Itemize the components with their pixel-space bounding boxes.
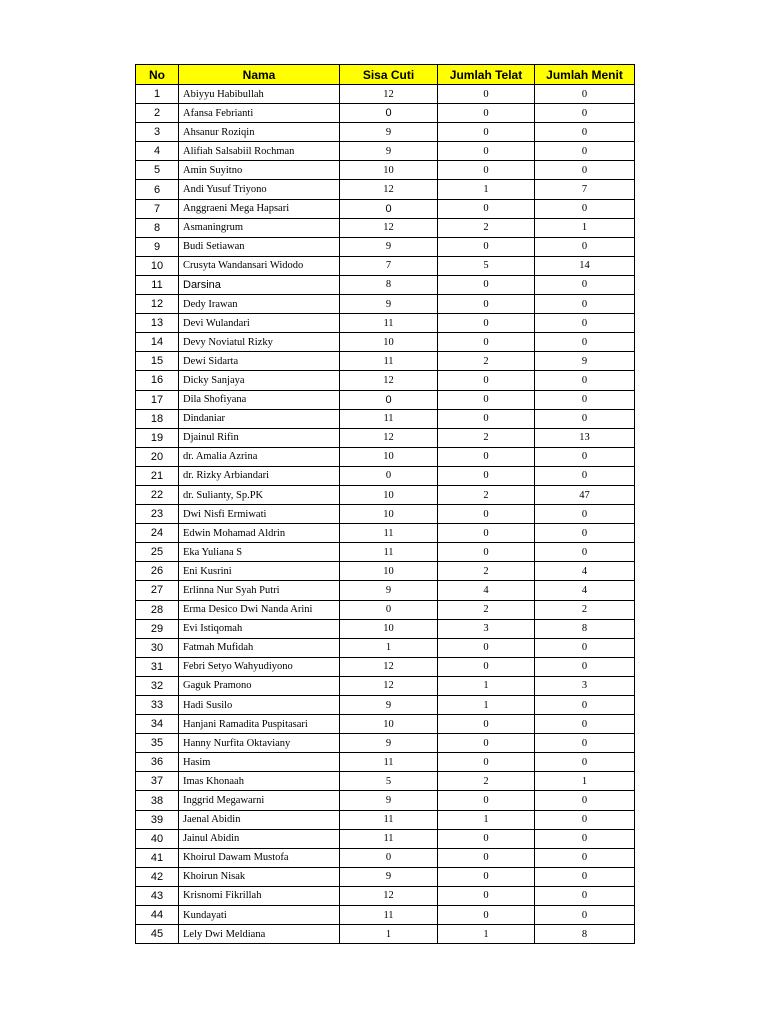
- row-jumlah-telat: 0: [438, 85, 535, 104]
- row-jumlah-menit: 8: [535, 925, 635, 944]
- row-jumlah-menit: 0: [535, 886, 635, 905]
- row-jumlah-telat: 2: [438, 562, 535, 581]
- row-jumlah-telat: 2: [438, 485, 535, 504]
- row-sisa-cuti: 8: [340, 275, 438, 294]
- row-jumlah-menit: 4: [535, 581, 635, 600]
- row-jumlah-menit: 47: [535, 485, 635, 504]
- row-jumlah-menit: 0: [535, 543, 635, 562]
- row-jumlah-telat: 0: [438, 715, 535, 734]
- table-row: [136, 886, 635, 905]
- table-row: [136, 600, 635, 619]
- row-no: 34: [136, 715, 179, 734]
- row-jumlah-menit: 0: [535, 505, 635, 524]
- row-jumlah-telat: 0: [438, 390, 535, 409]
- row-nama: dr. Rizky Arbiandari: [179, 466, 340, 485]
- row-sisa-cuti: 11: [340, 352, 438, 371]
- row-jumlah-telat: 0: [438, 753, 535, 772]
- row-jumlah-telat: 2: [438, 352, 535, 371]
- table-row: [136, 543, 635, 562]
- table-row: [136, 753, 635, 772]
- row-no: 35: [136, 734, 179, 753]
- row-nama: Jaenal Abidin: [179, 810, 340, 829]
- row-no: 16: [136, 371, 179, 390]
- table-row: [136, 810, 635, 829]
- row-jumlah-menit: 0: [535, 447, 635, 466]
- row-sisa-cuti: 10: [340, 505, 438, 524]
- table-row: [136, 180, 635, 199]
- row-jumlah-telat: 4: [438, 581, 535, 600]
- row-jumlah-telat: 0: [438, 886, 535, 905]
- row-sisa-cuti: 11: [340, 906, 438, 925]
- row-sisa-cuti: 9: [340, 696, 438, 715]
- row-jumlah-menit: 0: [535, 657, 635, 676]
- row-nama: Budi Setiawan: [179, 237, 340, 256]
- row-no: 42: [136, 867, 179, 886]
- row-jumlah-telat: 0: [438, 505, 535, 524]
- table-row: [136, 657, 635, 676]
- table-row: [136, 371, 635, 390]
- row-no: 41: [136, 848, 179, 867]
- row-jumlah-telat: 1: [438, 925, 535, 944]
- row-jumlah-menit: 0: [535, 142, 635, 161]
- row-jumlah-telat: 0: [438, 314, 535, 333]
- row-jumlah-menit: 9: [535, 352, 635, 371]
- row-no: 22: [136, 485, 179, 504]
- row-jumlah-telat: 1: [438, 810, 535, 829]
- row-jumlah-menit: 0: [535, 753, 635, 772]
- row-no: 7: [136, 199, 179, 218]
- row-nama: Dicky Sanjaya: [179, 371, 340, 390]
- row-sisa-cuti: 0: [340, 199, 438, 218]
- table-row: [136, 275, 635, 294]
- row-no: 11: [136, 275, 179, 294]
- header-jumlah-menit: Jumlah Menit: [535, 65, 635, 85]
- row-jumlah-menit: 0: [535, 85, 635, 104]
- row-nama: Khoirun Nisak: [179, 867, 340, 886]
- header-sisa-cuti: Sisa Cuti: [340, 65, 438, 85]
- table-row: [136, 199, 635, 218]
- row-jumlah-menit: 0: [535, 734, 635, 753]
- row-jumlah-menit: 0: [535, 409, 635, 428]
- row-sisa-cuti: 12: [340, 85, 438, 104]
- row-jumlah-telat: 1: [438, 676, 535, 695]
- row-jumlah-menit: 0: [535, 314, 635, 333]
- row-jumlah-telat: 2: [438, 218, 535, 237]
- row-nama: Kundayati: [179, 906, 340, 925]
- table-row: [136, 485, 635, 504]
- row-no: 26: [136, 562, 179, 581]
- row-nama: Krisnomi Fikrillah: [179, 886, 340, 905]
- row-jumlah-menit: 0: [535, 715, 635, 734]
- table-row: [136, 524, 635, 543]
- table-row: [136, 696, 635, 715]
- row-nama: Eni Kusrini: [179, 562, 340, 581]
- row-jumlah-telat: 2: [438, 428, 535, 447]
- row-sisa-cuti: 11: [340, 543, 438, 562]
- row-jumlah-menit: 0: [535, 791, 635, 810]
- row-sisa-cuti: 9: [340, 237, 438, 256]
- row-sisa-cuti: 11: [340, 810, 438, 829]
- row-no: 29: [136, 619, 179, 638]
- row-jumlah-telat: 0: [438, 199, 535, 218]
- row-sisa-cuti: 12: [340, 886, 438, 905]
- row-nama: Devi Wulandari: [179, 314, 340, 333]
- row-no: 10: [136, 256, 179, 275]
- row-jumlah-menit: 14: [535, 256, 635, 275]
- row-no: 39: [136, 810, 179, 829]
- row-sisa-cuti: 10: [340, 619, 438, 638]
- row-nama: Dila Shofiyana: [179, 390, 340, 409]
- row-no: 15: [136, 352, 179, 371]
- row-jumlah-menit: 0: [535, 123, 635, 142]
- row-jumlah-menit: 0: [535, 104, 635, 123]
- row-nama: Amin Suyitno: [179, 161, 340, 180]
- row-no: 36: [136, 753, 179, 772]
- table-row: [136, 505, 635, 524]
- table-row: [136, 715, 635, 734]
- row-sisa-cuti: 11: [340, 753, 438, 772]
- row-jumlah-telat: 2: [438, 600, 535, 619]
- table-row: [136, 829, 635, 848]
- row-jumlah-menit: 0: [535, 295, 635, 314]
- header-jumlah-telat: Jumlah Telat: [438, 65, 535, 85]
- row-sisa-cuti: 1: [340, 925, 438, 944]
- row-jumlah-telat: 2: [438, 772, 535, 791]
- row-jumlah-telat: 0: [438, 237, 535, 256]
- row-jumlah-menit: 0: [535, 466, 635, 485]
- row-jumlah-menit: 0: [535, 371, 635, 390]
- row-jumlah-telat: 0: [438, 447, 535, 466]
- row-nama: Fatmah Mufidah: [179, 638, 340, 657]
- row-sisa-cuti: 12: [340, 218, 438, 237]
- row-sisa-cuti: 11: [340, 314, 438, 333]
- table-row: [136, 390, 635, 409]
- row-jumlah-menit: 7: [535, 180, 635, 199]
- table-row: [136, 925, 635, 944]
- row-no: 27: [136, 581, 179, 600]
- table-row: [136, 906, 635, 925]
- row-jumlah-menit: 0: [535, 524, 635, 543]
- row-sisa-cuti: 11: [340, 524, 438, 543]
- table-row: [136, 142, 635, 161]
- row-jumlah-telat: 1: [438, 696, 535, 715]
- table-row: [136, 161, 635, 180]
- row-jumlah-menit: 1: [535, 218, 635, 237]
- row-jumlah-telat: 0: [438, 275, 535, 294]
- table-row: [136, 676, 635, 695]
- row-jumlah-menit: 0: [535, 199, 635, 218]
- row-jumlah-telat: 0: [438, 295, 535, 314]
- table-row: [136, 295, 635, 314]
- row-jumlah-menit: 3: [535, 676, 635, 695]
- row-no: 17: [136, 390, 179, 409]
- row-nama: Djainul Rifin: [179, 428, 340, 447]
- row-no: 5: [136, 161, 179, 180]
- row-no: 18: [136, 409, 179, 428]
- row-no: 4: [136, 142, 179, 161]
- row-jumlah-telat: 0: [438, 409, 535, 428]
- row-sisa-cuti: 12: [340, 657, 438, 676]
- row-no: 38: [136, 791, 179, 810]
- row-jumlah-telat: 0: [438, 104, 535, 123]
- row-sisa-cuti: 10: [340, 485, 438, 504]
- row-nama: Hanjani Ramadita Puspitasari: [179, 715, 340, 734]
- row-sisa-cuti: 9: [340, 581, 438, 600]
- row-sisa-cuti: 0: [340, 848, 438, 867]
- row-nama: Eka Yuliana S: [179, 543, 340, 562]
- row-nama: Dewi Sidarta: [179, 352, 340, 371]
- row-nama: Hadi Susilo: [179, 696, 340, 715]
- row-sisa-cuti: 10: [340, 447, 438, 466]
- row-jumlah-telat: 3: [438, 619, 535, 638]
- row-jumlah-menit: 0: [535, 810, 635, 829]
- table-row: [136, 848, 635, 867]
- table-body: [136, 85, 635, 944]
- row-jumlah-menit: 0: [535, 867, 635, 886]
- row-jumlah-menit: 0: [535, 848, 635, 867]
- row-jumlah-telat: 0: [438, 123, 535, 142]
- row-nama: Febri Setyo Wahyudiyono: [179, 657, 340, 676]
- table-row: [136, 333, 635, 352]
- row-nama: Inggrid Megawarni: [179, 791, 340, 810]
- row-jumlah-telat: 0: [438, 906, 535, 925]
- row-nama: dr. Sulianty, Sp.PK: [179, 485, 340, 504]
- row-sisa-cuti: 5: [340, 772, 438, 791]
- row-nama: Andi Yusuf Triyono: [179, 180, 340, 199]
- row-sisa-cuti: 10: [340, 161, 438, 180]
- header-no: No: [136, 65, 179, 85]
- row-nama: Asmaningrum: [179, 218, 340, 237]
- row-jumlah-menit: 0: [535, 161, 635, 180]
- row-sisa-cuti: 0: [340, 104, 438, 123]
- table-row: [136, 428, 635, 447]
- table-row: [136, 104, 635, 123]
- row-jumlah-menit: 0: [535, 638, 635, 657]
- row-nama: Jainul Abidin: [179, 829, 340, 848]
- table-row: [136, 562, 635, 581]
- row-no: 40: [136, 829, 179, 848]
- row-sisa-cuti: 9: [340, 123, 438, 142]
- row-nama: Evi Istiqomah: [179, 619, 340, 638]
- table-row: [136, 256, 635, 275]
- row-nama: Dindaniar: [179, 409, 340, 428]
- row-sisa-cuti: 12: [340, 371, 438, 390]
- row-sisa-cuti: 10: [340, 562, 438, 581]
- row-jumlah-menit: 2: [535, 600, 635, 619]
- row-no: 45: [136, 925, 179, 944]
- row-jumlah-menit: 0: [535, 906, 635, 925]
- row-sisa-cuti: 0: [340, 600, 438, 619]
- row-sisa-cuti: 12: [340, 180, 438, 199]
- row-sisa-cuti: 10: [340, 333, 438, 352]
- row-jumlah-menit: 4: [535, 562, 635, 581]
- table-row: [136, 791, 635, 810]
- row-jumlah-menit: 0: [535, 237, 635, 256]
- row-nama: Alifiah Salsabiil Rochman: [179, 142, 340, 161]
- row-jumlah-menit: 0: [535, 696, 635, 715]
- row-nama: Lely Dwi Meldiana: [179, 925, 340, 944]
- row-no: 12: [136, 295, 179, 314]
- row-no: 33: [136, 696, 179, 715]
- row-no: 20: [136, 447, 179, 466]
- row-no: 13: [136, 314, 179, 333]
- row-nama: Imas Khonaah: [179, 772, 340, 791]
- row-jumlah-telat: 0: [438, 734, 535, 753]
- table-row: [136, 237, 635, 256]
- row-no: 30: [136, 638, 179, 657]
- table-row: [136, 447, 635, 466]
- table-row: [136, 619, 635, 638]
- row-nama: Gaguk Pramono: [179, 676, 340, 695]
- row-jumlah-telat: 0: [438, 638, 535, 657]
- row-sisa-cuti: 11: [340, 829, 438, 848]
- row-jumlah-telat: 0: [438, 543, 535, 562]
- row-nama: Crusyta Wandansari Widodo: [179, 256, 340, 275]
- row-jumlah-menit: 13: [535, 428, 635, 447]
- row-nama: Devy Noviatul Rizky: [179, 333, 340, 352]
- row-nama: Hasim: [179, 753, 340, 772]
- table-row: [136, 409, 635, 428]
- table-row: [136, 466, 635, 485]
- row-nama: Erma Desico Dwi Nanda Arini: [179, 600, 340, 619]
- row-sisa-cuti: 9: [340, 867, 438, 886]
- row-sisa-cuti: 0: [340, 390, 438, 409]
- row-nama: Afansa Febrianti: [179, 104, 340, 123]
- row-sisa-cuti: 9: [340, 295, 438, 314]
- row-no: 19: [136, 428, 179, 447]
- row-no: 21: [136, 466, 179, 485]
- table-row: [136, 123, 635, 142]
- row-nama: Darsina: [179, 275, 340, 294]
- row-no: 31: [136, 657, 179, 676]
- table-header-row: [136, 65, 635, 85]
- row-sisa-cuti: 10: [340, 715, 438, 734]
- row-nama: Abiyyu Habibullah: [179, 85, 340, 104]
- row-jumlah-telat: 0: [438, 848, 535, 867]
- row-no: 2: [136, 104, 179, 123]
- row-jumlah-telat: 0: [438, 371, 535, 390]
- header-nama: Nama: [179, 65, 340, 85]
- row-nama: Erlinna Nur Syah Putri: [179, 581, 340, 600]
- table-row: [136, 85, 635, 104]
- row-no: 43: [136, 886, 179, 905]
- row-no: 3: [136, 123, 179, 142]
- table-row: [136, 581, 635, 600]
- table-row: [136, 734, 635, 753]
- table-row: [136, 867, 635, 886]
- row-sisa-cuti: 9: [340, 142, 438, 161]
- row-no: 1: [136, 85, 179, 104]
- row-jumlah-telat: 0: [438, 466, 535, 485]
- row-jumlah-telat: 0: [438, 333, 535, 352]
- row-no: 32: [136, 676, 179, 695]
- row-no: 28: [136, 600, 179, 619]
- row-jumlah-menit: 0: [535, 333, 635, 352]
- row-jumlah-telat: 0: [438, 657, 535, 676]
- row-sisa-cuti: 9: [340, 734, 438, 753]
- row-jumlah-telat: 0: [438, 161, 535, 180]
- row-nama: dr. Amalia Azrina: [179, 447, 340, 466]
- row-jumlah-telat: 0: [438, 829, 535, 848]
- row-jumlah-telat: 0: [438, 791, 535, 810]
- row-nama: Ahsanur Roziqin: [179, 123, 340, 142]
- table-row: [136, 218, 635, 237]
- row-jumlah-telat: 0: [438, 142, 535, 161]
- leave-attendance-sheet: [135, 64, 634, 944]
- row-jumlah-telat: 1: [438, 180, 535, 199]
- row-nama: Dedy Irawan: [179, 295, 340, 314]
- row-sisa-cuti: 0: [340, 466, 438, 485]
- attendance-table: [135, 64, 635, 944]
- row-sisa-cuti: 12: [340, 676, 438, 695]
- row-sisa-cuti: 7: [340, 256, 438, 275]
- table-row: [136, 352, 635, 371]
- row-jumlah-menit: 8: [535, 619, 635, 638]
- row-jumlah-telat: 5: [438, 256, 535, 275]
- row-jumlah-menit: 0: [535, 390, 635, 409]
- row-no: 23: [136, 505, 179, 524]
- row-no: 44: [136, 906, 179, 925]
- row-no: 6: [136, 180, 179, 199]
- row-sisa-cuti: 9: [340, 791, 438, 810]
- row-no: 25: [136, 543, 179, 562]
- row-jumlah-telat: 0: [438, 524, 535, 543]
- row-jumlah-menit: 1: [535, 772, 635, 791]
- row-sisa-cuti: 11: [340, 409, 438, 428]
- row-nama: Hanny Nurfita Oktaviany: [179, 734, 340, 753]
- row-sisa-cuti: 1: [340, 638, 438, 657]
- row-jumlah-menit: 0: [535, 275, 635, 294]
- table-row: [136, 314, 635, 333]
- row-no: 14: [136, 333, 179, 352]
- row-nama: Anggraeni Mega Hapsari: [179, 199, 340, 218]
- row-nama: Dwi Nisfi Ermiwati: [179, 505, 340, 524]
- row-no: 8: [136, 218, 179, 237]
- row-jumlah-telat: 0: [438, 867, 535, 886]
- row-no: 37: [136, 772, 179, 791]
- row-no: 24: [136, 524, 179, 543]
- row-sisa-cuti: 12: [340, 428, 438, 447]
- row-nama: Khoirul Dawam Mustofa: [179, 848, 340, 867]
- row-jumlah-menit: 0: [535, 829, 635, 848]
- table-row: [136, 638, 635, 657]
- table-row: [136, 772, 635, 791]
- row-nama: Edwin Mohamad Aldrin: [179, 524, 340, 543]
- row-no: 9: [136, 237, 179, 256]
